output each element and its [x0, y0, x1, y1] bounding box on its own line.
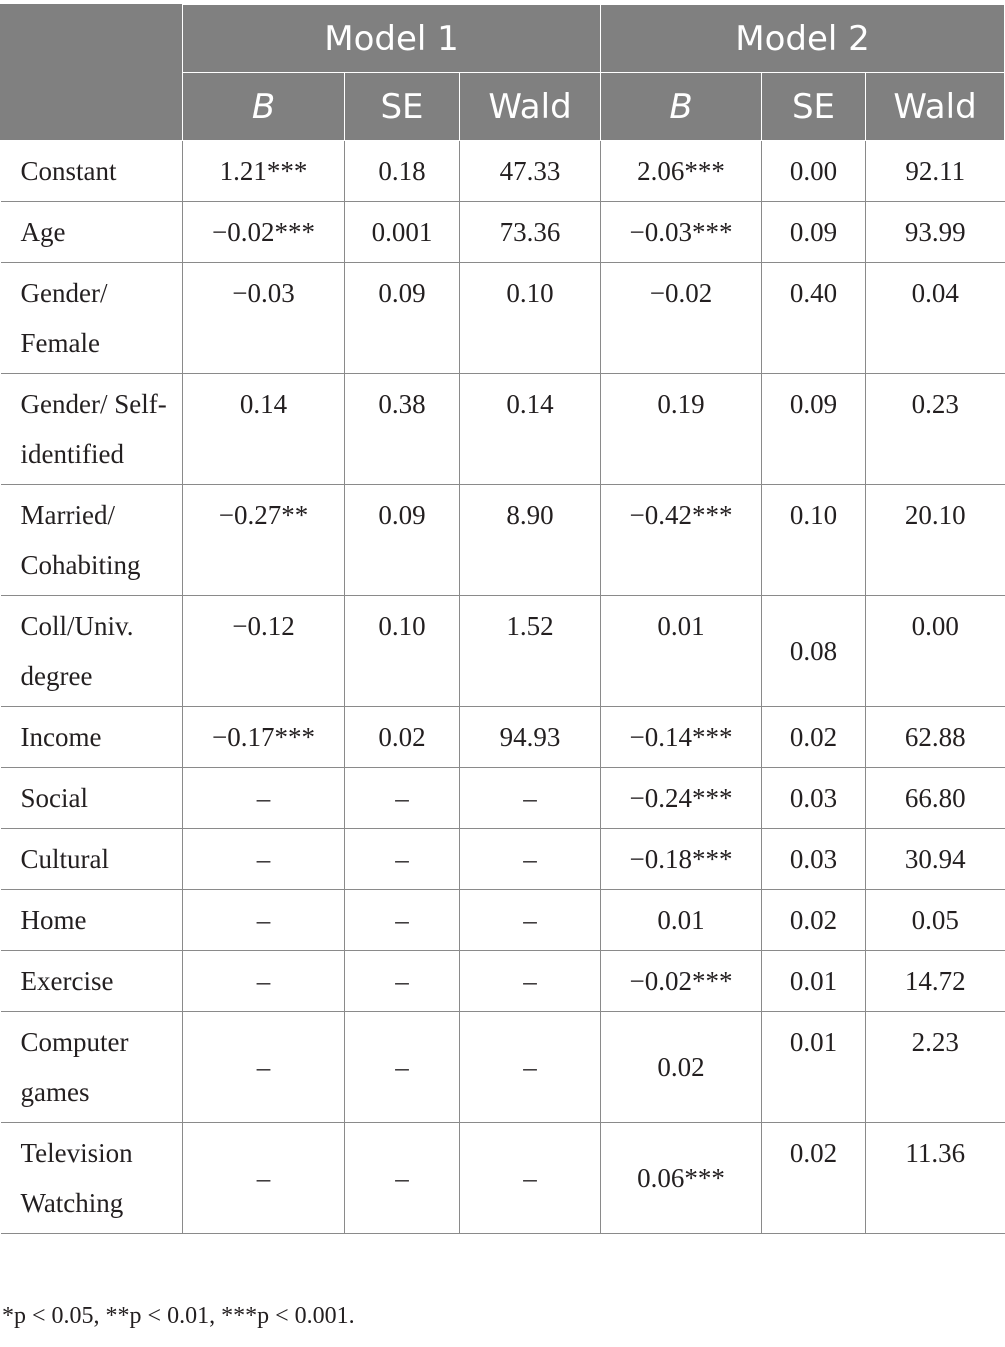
model2-se-cell: 0.02 [762, 707, 866, 768]
model2-se-cell: 0.09 [762, 374, 866, 485]
variable-cell: Computer games [1, 1012, 183, 1123]
model2-se-cell: 0.08 [762, 596, 866, 707]
model1-se-cell: – [345, 951, 460, 1012]
model2-se-cell: 0.03 [762, 829, 866, 890]
model2-wald-cell: 11.36 [866, 1123, 1005, 1234]
model2-b-cell: 0.02 [601, 1012, 762, 1123]
model1-wald-cell: – [460, 951, 601, 1012]
model1-b-cell: −0.02*** [183, 202, 345, 263]
model1-b-header: B [183, 73, 345, 141]
model2-wald-cell: 0.00 [866, 596, 1005, 707]
model1-b-cell: 0.14 [183, 374, 345, 485]
regression-table [0, 4, 1005, 1234]
model2-wald-cell: 66.80 [866, 768, 1005, 829]
model1-se-cell: – [345, 890, 460, 951]
model2-b-cell: −0.02*** [601, 951, 762, 1012]
model1-header: Model 1 [183, 5, 601, 73]
model2-b-cell: −0.14*** [601, 707, 762, 768]
variable-cell: Social [1, 768, 183, 829]
table-row [1, 374, 1005, 485]
table-row [1, 141, 1005, 202]
model1-wald-cell: 0.14 [460, 374, 601, 485]
variable-cell: Gender/ Female [1, 263, 183, 374]
table-row [1, 485, 1005, 596]
model1-wald-cell: 73.36 [460, 202, 601, 263]
model1-se-cell: 0.09 [345, 263, 460, 374]
model1-b-cell: – [183, 1123, 345, 1234]
model2-se-cell: 0.09 [762, 202, 866, 263]
model2-b-header: B [601, 73, 762, 141]
model2-wald-cell: 93.99 [866, 202, 1005, 263]
model1-se-header: SE [345, 73, 460, 141]
model2-b-cell: 0.06*** [601, 1123, 762, 1234]
model1-b-cell: – [183, 951, 345, 1012]
model1-b-cell: −0.27** [183, 485, 345, 596]
variable-cell: Cultural [1, 829, 183, 890]
table-row [1, 829, 1005, 890]
model2-b-cell: 2.06*** [601, 141, 762, 202]
model1-se-cell: 0.001 [345, 202, 460, 263]
model2-b-cell: −0.42*** [601, 485, 762, 596]
table-row [1, 1123, 1005, 1234]
table-row [1, 202, 1005, 263]
table-row [1, 263, 1005, 374]
table-row [1, 596, 1005, 707]
model2-b-cell: −0.03*** [601, 202, 762, 263]
model2-wald-cell: 0.23 [866, 374, 1005, 485]
model1-b-cell: – [183, 829, 345, 890]
model2-se-cell: 0.00 [762, 141, 866, 202]
table-body [1, 141, 1005, 1234]
model1-wald-cell: 94.93 [460, 707, 601, 768]
table-row [1, 951, 1005, 1012]
model1-b-cell: – [183, 890, 345, 951]
model2-b-cell: −0.02 [601, 263, 762, 374]
model1-b-cell: 1.21*** [183, 141, 345, 202]
model1-wald-cell: 47.33 [460, 141, 601, 202]
model2-wald-cell: 62.88 [866, 707, 1005, 768]
model2-b-cell: 0.19 [601, 374, 762, 485]
model1-wald-cell: – [460, 1123, 601, 1234]
variable-cell: Home [1, 890, 183, 951]
model2-se-cell: 0.02 [762, 890, 866, 951]
model2-se-cell: 0.02 [762, 1123, 866, 1234]
model1-wald-cell: – [460, 1012, 601, 1123]
model2-wald-header: Wald [866, 73, 1005, 141]
model1-se-cell: 0.18 [345, 141, 460, 202]
model2-wald-cell: 2.23 [866, 1012, 1005, 1123]
table-row [1, 890, 1005, 951]
model1-b-cell: – [183, 768, 345, 829]
model2-wald-cell: 30.94 [866, 829, 1005, 890]
model1-se-cell: – [345, 829, 460, 890]
model2-b-cell: 0.01 [601, 890, 762, 951]
model2-b-cell: −0.18*** [601, 829, 762, 890]
model1-b-cell: −0.12 [183, 596, 345, 707]
variable-cell: Income [1, 707, 183, 768]
table-row [1, 1012, 1005, 1123]
variable-cell: Television Watching [1, 1123, 183, 1234]
variable-cell: Coll/Univ. degree [1, 596, 183, 707]
model1-se-cell: – [345, 1012, 460, 1123]
model1-wald-cell: – [460, 890, 601, 951]
model2-wald-cell: 14.72 [866, 951, 1005, 1012]
variable-cell: Age [1, 202, 183, 263]
model1-wald-cell: – [460, 768, 601, 829]
model2-se-cell: 0.03 [762, 768, 866, 829]
model1-se-cell: 0.10 [345, 596, 460, 707]
model2-wald-cell: 92.11 [866, 141, 1005, 202]
model2-se-cell: 0.01 [762, 1012, 866, 1123]
model2-b-cell: 0.01 [601, 596, 762, 707]
model1-b-cell: −0.03 [183, 263, 345, 374]
significance-footnote: *p < 0.05, **p < 0.01, ***p < 0.001. [2, 1303, 355, 1329]
model1-wald-cell: 8.90 [460, 485, 601, 596]
model1-wald-cell: 1.52 [460, 596, 601, 707]
model1-wald-cell: – [460, 829, 601, 890]
model1-se-cell: – [345, 768, 460, 829]
model1-se-cell: 0.02 [345, 707, 460, 768]
model2-b-cell: −0.24*** [601, 768, 762, 829]
model1-se-cell: 0.38 [345, 374, 460, 485]
variable-cell: Gender/ Self-identified [1, 374, 183, 485]
variable-cell: Exercise [1, 951, 183, 1012]
header-corner-cell [1, 5, 183, 141]
model2-se-cell: 0.01 [762, 951, 866, 1012]
model1-se-cell: 0.09 [345, 485, 460, 596]
model1-b-cell: −0.17*** [183, 707, 345, 768]
variable-cell: Married/ Cohabiting [1, 485, 183, 596]
model1-b-cell: – [183, 1012, 345, 1123]
model2-wald-cell: 20.10 [866, 485, 1005, 596]
model1-se-cell: – [345, 1123, 460, 1234]
model2-se-cell: 0.10 [762, 485, 866, 596]
model2-header: Model 2 [601, 5, 1005, 73]
model1-wald-header: Wald [460, 73, 601, 141]
model2-se-cell: 0.40 [762, 263, 866, 374]
variable-cell: Constant [1, 141, 183, 202]
table-row [1, 707, 1005, 768]
model2-wald-cell: 0.05 [866, 890, 1005, 951]
model1-wald-cell: 0.10 [460, 263, 601, 374]
model2-se-header: SE [762, 73, 866, 141]
model2-wald-cell: 0.04 [866, 263, 1005, 374]
table-header [1, 5, 1005, 141]
table-row [1, 768, 1005, 829]
